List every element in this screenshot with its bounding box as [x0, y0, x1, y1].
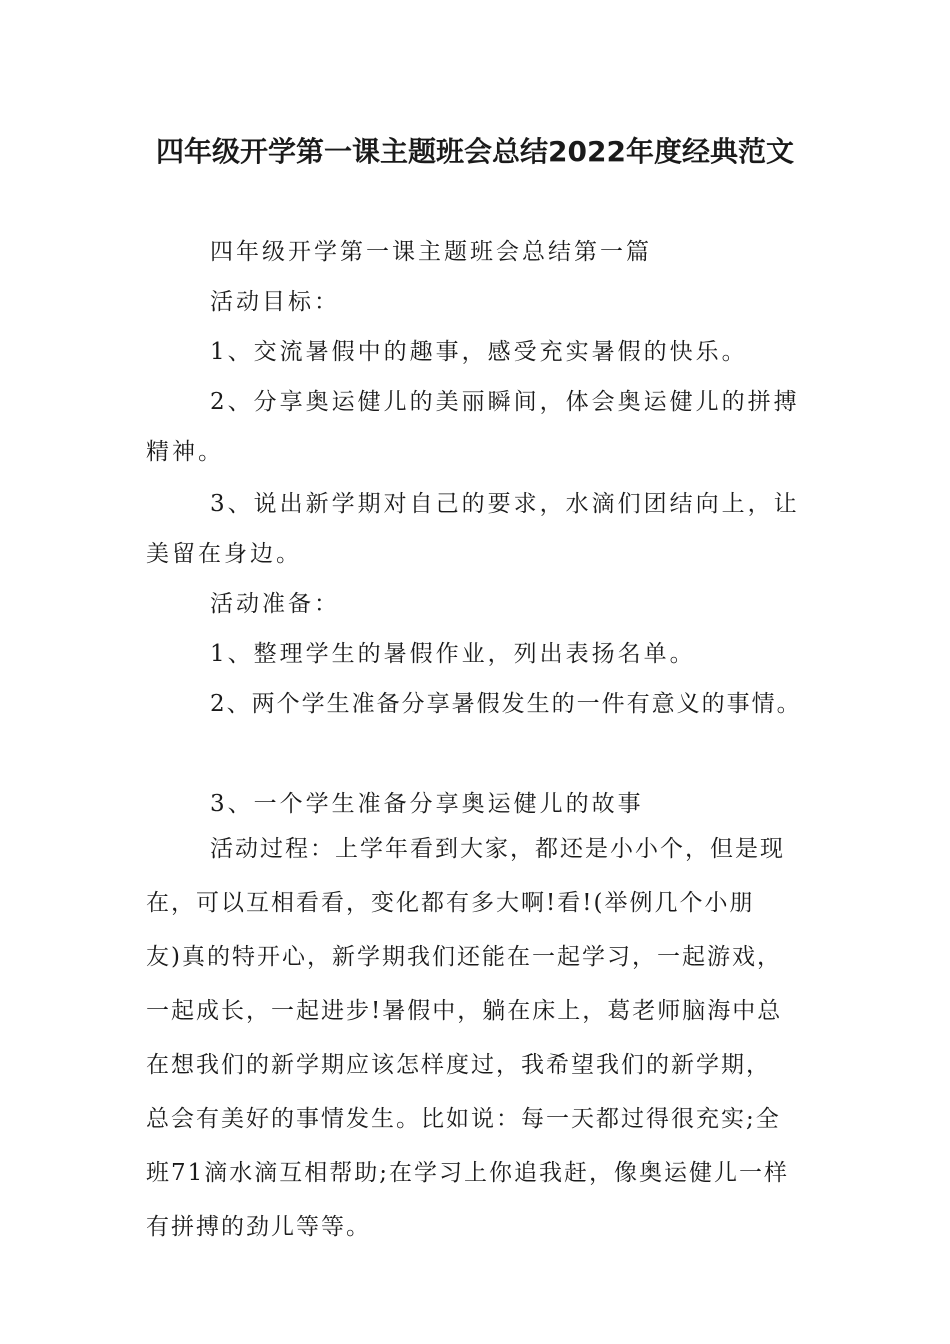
prep-item-1: 1、整理学生的暑假作业，列出表扬名单。 [210, 641, 696, 667]
document-title: 四年级开学第一课主题班会总结2022年度经典范文 [156, 135, 794, 168]
process-line: 在，可以互相看看，变化都有多大啊!看!(举例几个小朋 [146, 890, 755, 916]
process-line: 总会有美好的事情发生。比如说：每一天都过得很充实;全 [146, 1106, 781, 1132]
goal-item-3-continued: 美留在身边。 [146, 541, 302, 567]
prep-item-3: 3、一个学生准备分享奥运健儿的故事 [210, 791, 644, 817]
goal-item-2-continued: 精神。 [146, 439, 224, 465]
process-paragraph [146, 822, 810, 1254]
goal-item-1: 1、交流暑假中的趣事，感受充实暑假的快乐。 [210, 339, 748, 365]
process-line: 友)真的特开心，新学期我们还能在一起学习，一起游戏， [146, 944, 782, 970]
goal-item-2: 2、分享奥运健儿的美丽瞬间，体会奥运健儿的拼搏 [210, 389, 800, 415]
process-line: 有拼搏的劲儿等等。 [146, 1214, 371, 1240]
goals-heading: 活动目标： [210, 289, 340, 315]
process-line: 班71滴水滴互相帮助;在学习上你追我赶，像奥运健儿一样 [146, 1160, 790, 1186]
prep-item-2: 2、两个学生准备分享暑假发生的一件有意义的事情。 [210, 691, 802, 717]
section-heading: 四年级开学第一课主题班会总结第一篇 [210, 239, 652, 265]
prep-heading: 活动准备： [210, 591, 340, 617]
process-line: 一起成长，一起进步!暑假中，躺在床上，葛老师脑海中总 [146, 998, 783, 1024]
process-line: 在想我们的新学期应该怎样度过，我希望我们的新学期， [146, 1052, 771, 1078]
process-line: 活动过程：上学年看到大家，都还是小小个，但是现 [210, 836, 785, 862]
goal-item-3: 3、说出新学期对自己的要求，水滴们团结向上，让 [210, 491, 800, 517]
